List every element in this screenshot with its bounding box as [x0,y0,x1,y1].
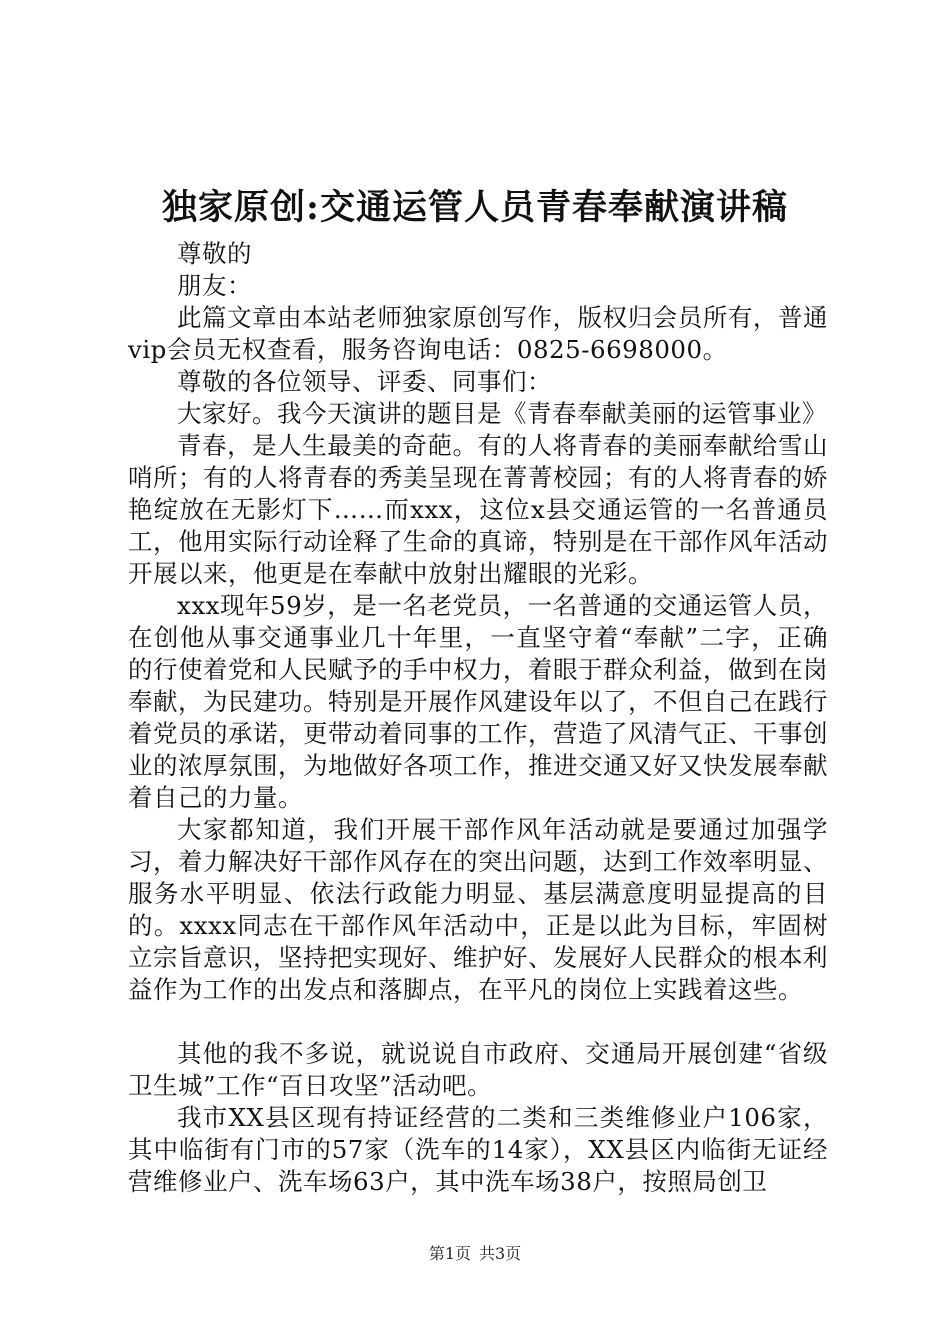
paragraph-work-style: 大家都知道，我们开展干部作风年活动就是要通过加强学习，着力解决好干部作风存在的突出问题，达到工作效率明显、服务水平明显、依法行政能力明显、基层满意度明显提高的目的。xxxx同志在干部作风年活动中，正是以此为目标，牢固树立宗旨意识，坚持把实现好、维护好、发展好人民群众的根本利益作为工作的出发点和落脚点，在平凡的岗位上实践着这些。 [128,815,828,1004]
document-body [128,238,828,1198]
paragraph-youth: 青春，是人生最美的奇葩。有的人将青春的美丽奉献给雪山哨所；有的人将青春的秀美呈现在菁菁校园；有的人将青春的娇艳绽放在无影灯下……而xxx，这位x县交通运管的一名普通员工，他用实际行动诠释了生命的真谛，特别是在干部作风年活动开展以来，他更是在奉献中放射出耀眼的光彩。 [128,431,828,588]
salutation-line-2: 朋友： [177,271,252,300]
copyright-notice: 此篇文章由本站老师独家原创写作，版权归会员所有，普通vip会员无权查看，服务咨询电话：0825-6698000。 [128,303,828,364]
salutation-line-1: 尊敬的 [177,239,252,268]
document-title: 独家原创:交通运管人员青春奉献演讲稿 [162,187,788,228]
speech-topic: 大家好。我今天演讲的题目是《青春奉献美丽的运管事业》 [177,399,827,428]
page-total: 共3页 [479,1244,522,1263]
greeting: 尊敬的各位领导、评委、同事们： [177,367,552,396]
page-footer [0,1244,950,1264]
page-number: 第1页 [428,1244,471,1263]
paragraph-statistics: 我市XX县区现有持证经营的二类和三类维修业户106家，其中临街有门市的57家（洗车的14家），XX县区内临街无证经营维修业户、洗车场63户，其中洗车场38户，按照局创卫 [128,1103,828,1196]
paragraph-profile: xxx现年59岁，是一名老党员，一名普通的交通运管人员，在创他从事交通事业几十年里，一直坚守着“奉献”二字，正确的行使着党和人民赋予的手中权力，着眼于群众利益，做到在岗奉献，为民建功。特别是开展作风建设年以了，不但自己在践行着党员的承诺，更带动着同事的工作，营造了风清气正、干事创业的浓厚氛围，为地做好各项工作，推进交通又好又快发展奉献着自己的力量。 [128,591,828,812]
paragraph-campaign: 其他的我不多说，就说说自市政府、交通局开展创建“省级卫生城”工作“百日攻坚”活动吧。 [128,1039,828,1100]
